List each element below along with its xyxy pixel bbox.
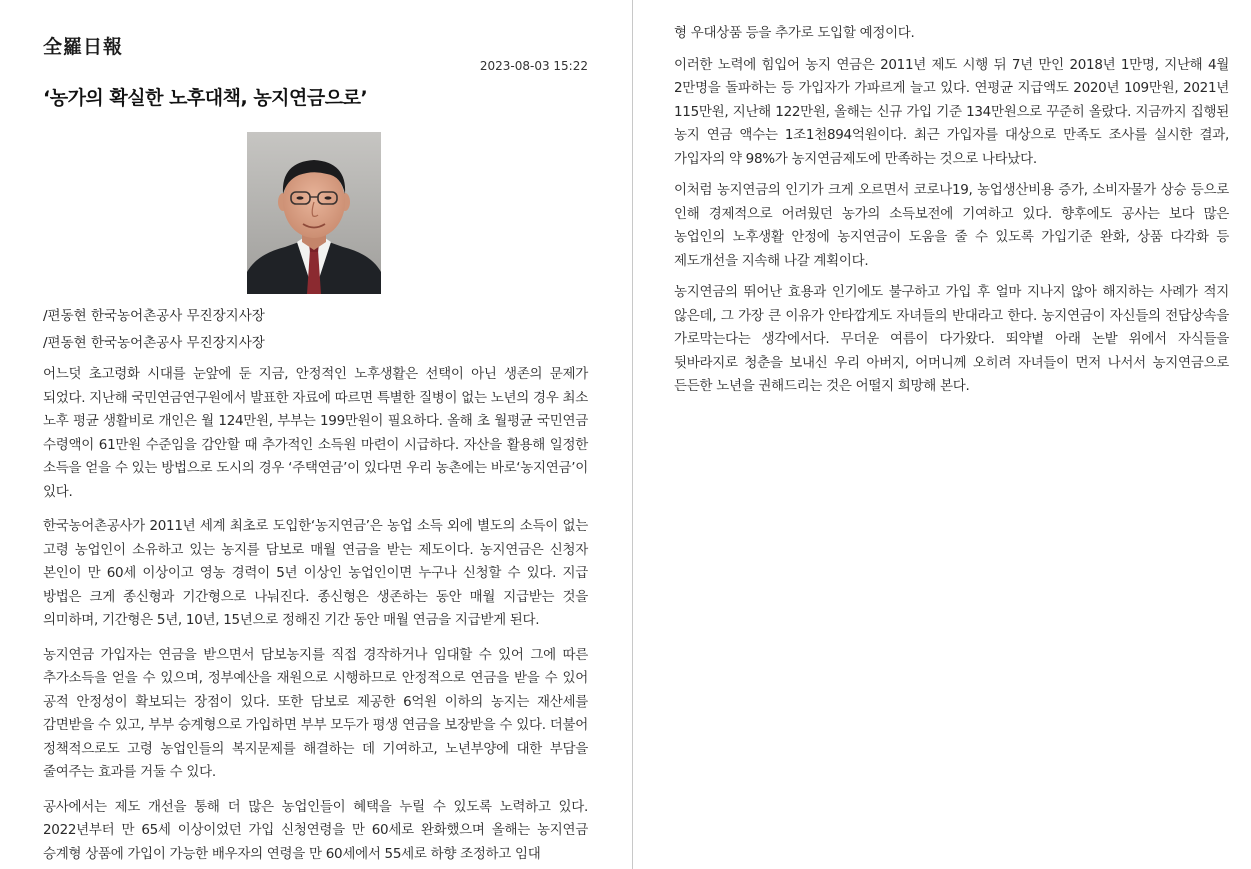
- article-paragraph: 농지연금의 뛰어난 효용과 인기에도 불구하고 가입 후 얼마 지나지 않아 해지하는 사례가 적지 않은데, 그 가장 큰 이유가 안타깝게도 자녀들의 반대라고 한다. 농지연금이 자신들의 전답상속을 가로막는다는 생각에서다. 무더운 여름이 다가왔다. 뙤약볕 아래 논밭 위에서 자식들을 뒷바라지로 청춘을 보내신 우리 아버지, 어머니께 오히려 자녀들이 먼저 나서서 농지연금으로 든든한 노년을 권해드리는 것은 어떨지 희망해 본다.: [674, 284, 1229, 394]
- article-dateline: 2023-08-03 15:22: [479, 59, 588, 73]
- article-paragraph: 어느덧 초고령화 시대를 눈앞에 둔 지금, 안정적인 노후생활은 선택이 아닌 생존의 문제가 되었다. 지난해 국민연금연구원에서 발표한 자료에 따르면 특별한 질병이 없는 노년의 경우 최소 노후 평균 생활비로 개인은 월 124만원, 부부는 199만원이 필요하다. 올해 초 월평균 국민연금 수령액이 61만원 수준임을 감안할 때 추가적인 소득원 마련이 시급하다. 자산을 활용해 일정한 소득을 얻을 수 있는 방법으로 도시의 경우 ‘주택연금’이 있다면 우리 농촌에는 바로‘농지연금’이 있다.: [43, 366, 588, 500]
- article-paragraph: 형 우대상품 등을 추가로 도입할 예정이다.: [674, 25, 915, 41]
- right-column: [674, 22, 1229, 399]
- article-paragraph: 공사에서는 제도 개선을 통해 더 많은 농업인들이 혜택을 누릴 수 있도록 노력하고 있다. 2022년부터 만 65세 이상이었던 가입 신청연령을 만 60세로 완화했으며 올해는 농지연금 승계형 상품에 가입이 가능한 배우자의 연령을 만 60세에서 55세로 하향 조정하고 임대: [43, 798, 588, 862]
- left-column: [43, 32, 588, 866]
- author-portrait-photo: [247, 132, 381, 294]
- page-divider: [632, 0, 633, 869]
- article-paragraph: 한국농어촌공사가 2011년 세계 최초로 도입한‘농지연금’은 농업 소득 외에 별도의 소득이 없는 고령 농업인이 소유하고 있는 농지를 담보로 매월 연금을 받는 제도이다. 농지연금은 신청자 본인이 만 60세 이상이고 영농 경력이 5년 이상인 농업인이면 누구나 신청할 수 있다. 지급 방법은 크게 종신형과 기간형으로 나눠진다. 종신형은 생존하는 동안 매월 지급받는 것을 의미하며, 기간형은 5년, 10년, 15년으로 정해진 기간 동안 매월 연금을 지급받게 된다.: [43, 518, 588, 628]
- author-byline: /편동현 한국농어촌공사 무진장지사장: [43, 335, 265, 351]
- article-paragraph: 농지연금 가입자는 연금을 받으면서 담보농지를 직접 경작하거나 임대할 수 있어 그에 따른 추가소득을 얻을 수 있으며, 정부예산을 재원으로 시행하므로 안정적으로 연금을 받을 수 있어 공적 안정성이 확보되는 장점이 있다. 또한 담보로 제공한 6억원 이하의 농지는 재산세를 감면받을 수 있고, 부부 승계형으로 가입하면 부부 모두가 평생 연금을 보장받을 수 있다. 더불어 정책적으로도 고령 농업인들의 복지문제를 해결하는 데 기여하고, 노년부양에 대한 부담을 줄여주는 효과를 거둘 수 있다.: [43, 646, 588, 780]
- author-byline: /편동현 한국농어촌공사 무진장지사장: [43, 308, 265, 324]
- article-paragraph: 이러한 노력에 힘입어 농지 연금은 2011년 제도 시행 뒤 7년 만인 2018년 1만명, 지난해 4월 2만명을 돌파하는 등 가입자가 가파르게 늘고 있다. 연평균 지급액도 2020년 109만원, 2021년 115만원, 지난해 122만원, 올해는 신규 가입 기준 134만원으로 꾸준히 올랐다. 지금까지 집행된 농지 연금 액수는 1조1천894억원이다. 최근 가입자를 대상으로 만족도 조사를 실시한 결과, 가입자의 약 98%가 농지연금제도에 만족하는 것으로 나타났다.: [674, 56, 1229, 167]
- article-headline: ‘농가의 확실한 노후대책, 농지연금으로’: [43, 87, 368, 109]
- portrait-illustration: [247, 132, 381, 294]
- article-paragraph: 이처럼 농지연금의 인기가 크게 오르면서 코로나19, 농업생산비용 증가, 소비자물가 상승 등으로 인해 경제적으로 어려웠던 농가의 소득보전에 기여하고 있다. 향후에도 공사는 보다 많은 농업인의 노후생활 안정에 농지연금이 도움을 줄 수 있도록 가입기준 완화, 상품 다각화 등 제도개선을 지속해 나갈 계획이다.: [674, 182, 1229, 269]
- newspaper-masthead: 全羅日報: [43, 36, 124, 58]
